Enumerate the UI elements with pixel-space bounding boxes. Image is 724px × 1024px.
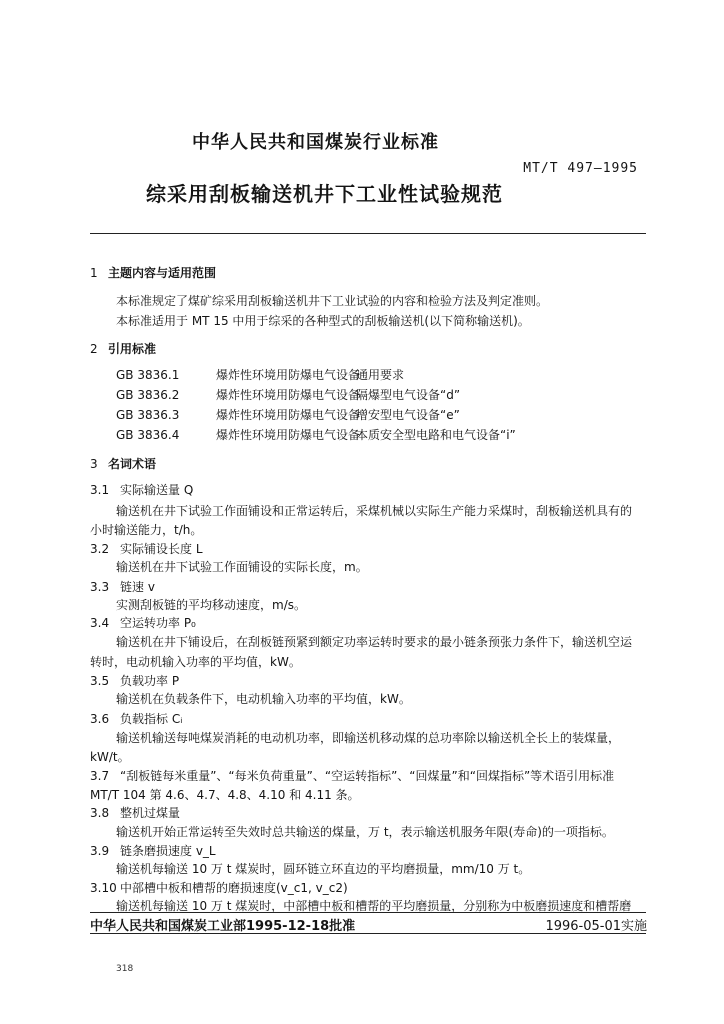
header-rule xyxy=(90,233,646,234)
section-3-heading xyxy=(90,455,156,472)
term-definition-cont: MT/T 104 第 4.6、4.7、4.8、4.10 和 4.11 条。 xyxy=(90,788,360,802)
term-number: 3.9 xyxy=(90,844,110,858)
term-name: 实际输送量 Q xyxy=(120,483,194,497)
term-definition: 输送机在负载条件下，电动机输入功率的平均值，kW。 xyxy=(116,692,411,706)
term-heading-3-10 xyxy=(90,879,348,896)
term-number: 3.1 xyxy=(90,483,110,497)
footer-bottom-rule xyxy=(90,933,646,934)
term-number: 3.5 xyxy=(90,674,110,688)
reference-row xyxy=(116,406,460,423)
reference-row xyxy=(116,386,460,403)
term-name: 中部槽中板和槽帮的磨损速度(v_c1, v_c2) xyxy=(120,881,348,895)
term-heading-3-5 xyxy=(90,672,179,689)
term-definition: 输送机输送每吨煤炭消耗的电动机功率，即输送机移动煤的总功率除以输送机全长上的装煤量， xyxy=(116,731,621,745)
paragraph: 本标准适用于 MT 15 中用于综采的各种型式的刮板输送机(以下简称输送机)。 xyxy=(116,314,530,328)
term-number: 3.2 xyxy=(90,542,110,556)
reference-code: GB 3836.4 xyxy=(116,428,180,442)
term-heading-3-1 xyxy=(90,481,193,498)
reference-code: GB 3836.3 xyxy=(116,408,180,422)
section-number: 1 xyxy=(90,266,98,280)
term-definition: 输送机每输送 10 万 t 煤炭时，圆环链立环直边的平均磨损量，mm/10 万 t。 xyxy=(116,862,531,876)
term-heading-3-3 xyxy=(90,578,155,595)
section-title: 引用标准 xyxy=(108,342,157,356)
standard-code: MT/T 497—1995 xyxy=(523,161,638,176)
term-definition: 输送机在井下试验工作面铺设的实际长度，m。 xyxy=(116,560,368,574)
reference-name: 爆炸性环境用防爆电气设备 xyxy=(216,388,361,402)
document-title: 综采用刮板输送机井下工业性试验规范 xyxy=(146,182,503,206)
reference-code: GB 3836.1 xyxy=(116,368,180,382)
section-number: 3 xyxy=(90,457,98,471)
term-number: 3.4 xyxy=(90,616,110,630)
reference-name: 爆炸性环境用防爆电气设备 xyxy=(216,428,361,442)
term-name: 实际铺设长度 L xyxy=(120,542,203,556)
reference-desc: 本质安全型电路和电气设备“i” xyxy=(356,428,516,442)
reference-name: 爆炸性环境用防爆电气设备 xyxy=(216,368,361,382)
term-number: 3.3 xyxy=(90,580,110,594)
term-heading-3-8 xyxy=(90,804,180,821)
term-definition: 输送机在井下铺设后，在刮板链预紧到额定功率运转时要求的最小链条预张力条件下，输送机空运 xyxy=(116,635,633,649)
issuing-organization: 中华人民共和国煤炭行业标准 xyxy=(192,132,439,153)
term-definition-cont: 小时输送能力，t/h。 xyxy=(90,523,203,537)
section-1-heading xyxy=(90,264,216,281)
term-name: 链速 v xyxy=(120,580,155,594)
reference-row xyxy=(116,426,516,443)
footer-rule xyxy=(90,912,646,913)
term-number: 3.6 xyxy=(90,712,110,726)
reference-desc: 通用要求 xyxy=(356,368,405,382)
term-heading-3-4 xyxy=(90,614,196,631)
term-heading-3-2 xyxy=(90,540,203,557)
term-definition-cont: kW/t。 xyxy=(90,750,130,764)
reference-desc: 增安型电气设备“e” xyxy=(356,408,460,422)
term-name: 负载功率 P xyxy=(120,674,180,688)
approval-line: 中华人民共和国煤炭工业部1995-12-18批准 xyxy=(90,919,356,934)
term-definition: 实测刮板链的平均移动速度，m/s。 xyxy=(116,598,306,612)
implementation-date: 1996-05-01实施 xyxy=(545,919,647,934)
term-definition-cont: 转时，电动机输入功率的平均值，kW。 xyxy=(90,655,301,669)
term-heading-3-6 xyxy=(90,710,182,727)
section-title: 主题内容与适用范围 xyxy=(108,266,217,280)
term-number: 3.10 xyxy=(90,881,117,895)
page-number: 318 xyxy=(116,964,134,974)
term-number: 3.8 xyxy=(90,806,110,820)
term-name: 链条磨损速度 v_L xyxy=(120,844,216,858)
reference-code: GB 3836.2 xyxy=(116,388,180,402)
reference-name: 爆炸性环境用防爆电气设备 xyxy=(216,408,361,422)
term-definition: “刮板链每米重量”、“每米负荷重量”、“空运转指标”、“回煤量”和“回煤指标”等术语引用标准 xyxy=(120,769,615,783)
section-2-heading xyxy=(90,340,156,357)
term-definition: 输送机开始正常运转至失效时总共输送的煤量，万 t，表示输送机服务年限(寿命)的一项指标。 xyxy=(116,825,614,839)
term-number: 3.7 xyxy=(90,769,110,783)
paragraph: 本标准规定了煤矿综采用刮板输送机井下工业试验的内容和检验方法及判定准则。 xyxy=(116,294,549,308)
section-number: 2 xyxy=(90,342,98,356)
term-definition: 输送机在井下试验工作面铺设和正常运转后，采煤机械以实际生产能力采煤时，刮板输送机具有的 xyxy=(116,504,633,518)
term-name: 整机过煤量 xyxy=(120,806,181,820)
reference-row xyxy=(116,366,404,383)
section-title: 名词术语 xyxy=(108,457,157,471)
term-name: 负载指标 Cᵢ xyxy=(120,712,183,726)
term-name: 空运转功率 P₀ xyxy=(120,616,196,630)
term-heading-3-9 xyxy=(90,842,216,859)
reference-desc: 隔爆型电气设备“d” xyxy=(356,388,461,402)
term-definition: 输送机每输送 10 万 t 煤炭时，中部槽中板和槽帮的平均磨损量，分别称为中板磨损速度和槽帮磨 xyxy=(116,899,632,913)
term-3-7 xyxy=(90,767,614,784)
